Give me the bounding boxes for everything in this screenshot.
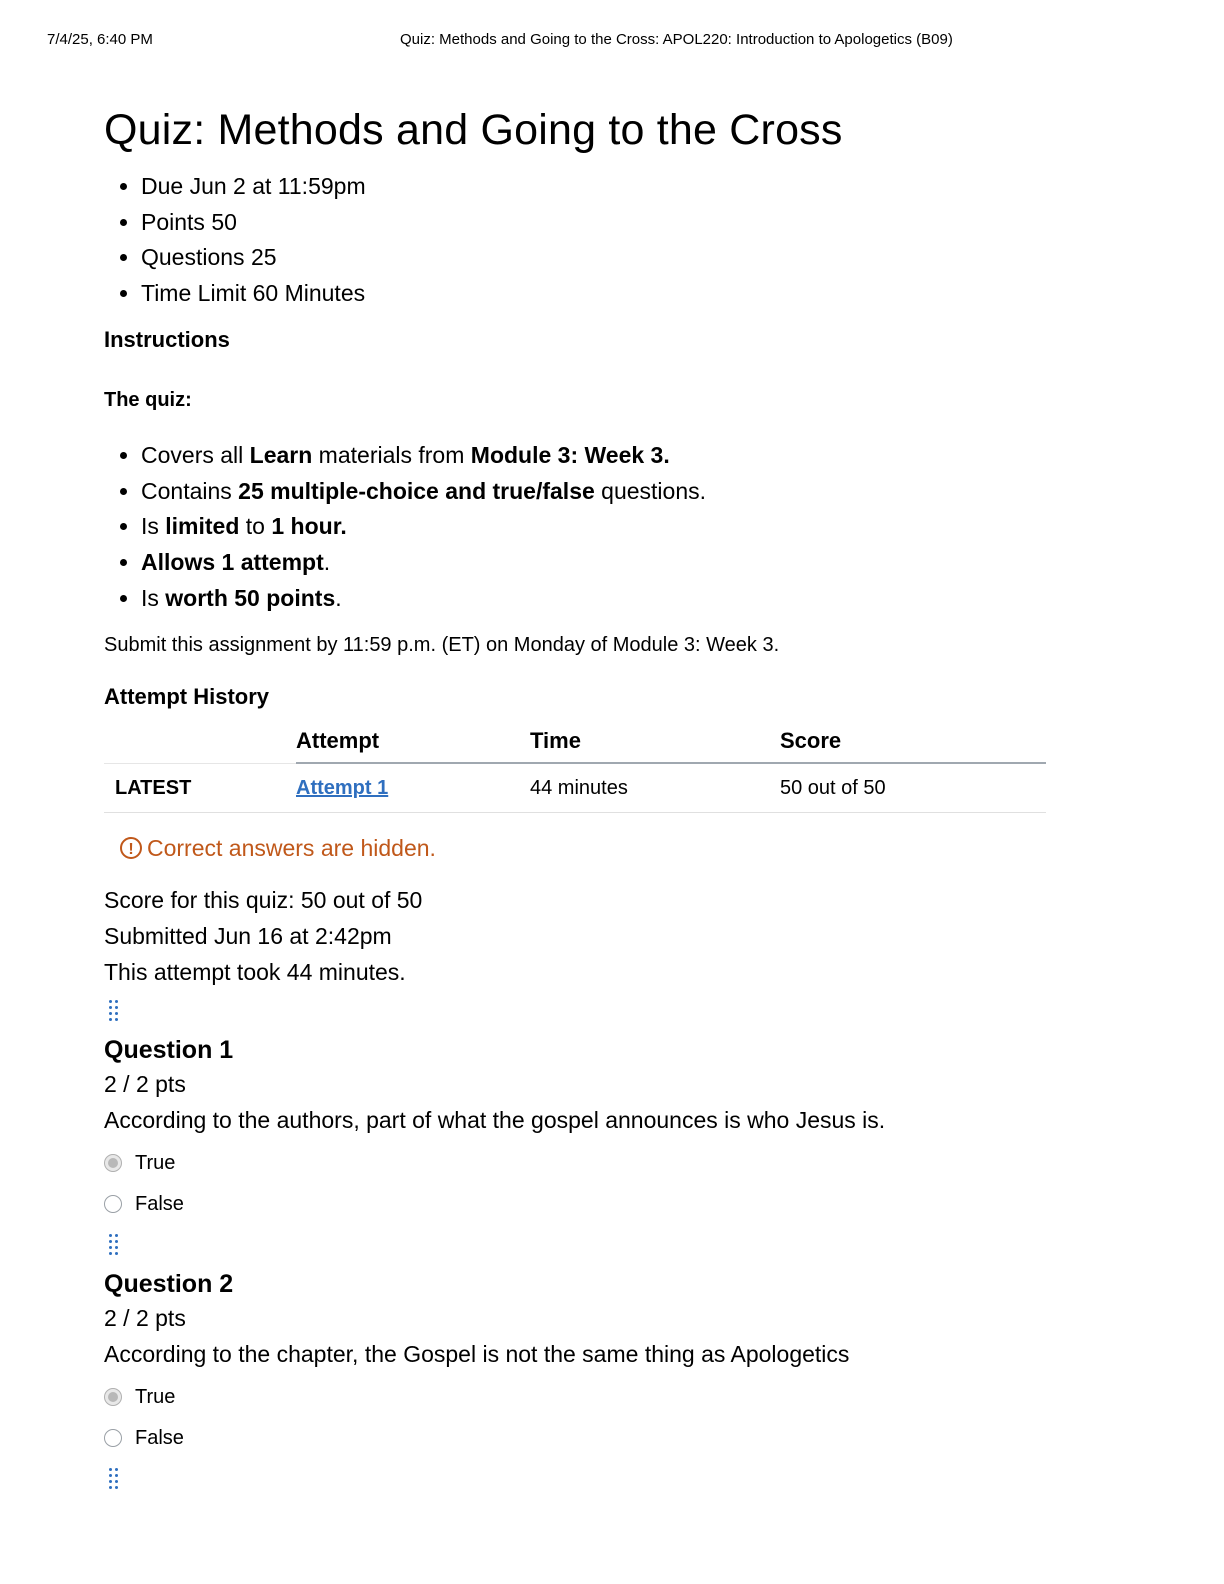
submitted-summary: Submitted Jun 16 at 2:42pm [104, 923, 392, 950]
question-1 [104, 1034, 1064, 1224]
drag-handle-icon[interactable] [106, 1466, 126, 1496]
radio-unselected-icon[interactable] [104, 1429, 122, 1447]
instruction-item [141, 545, 1064, 581]
answer-option-false[interactable] [104, 1183, 1064, 1224]
print-header [47, 31, 1177, 51]
print-title: Quiz: Methods and Going to the Cross: APOL220: Introduction to Apologetics (B09) [400, 31, 953, 48]
instructions-list [104, 438, 1064, 617]
notice-text: Correct answers are hidden. [147, 835, 436, 862]
answer-list [104, 1142, 1064, 1224]
instruction-text: Covers all [141, 441, 250, 468]
column-header-time: Time [530, 722, 780, 763]
score-cell: 50 out of 50 [780, 763, 1046, 813]
alert-circle-icon: ! [120, 837, 142, 859]
question-title: Question 2 [104, 1270, 234, 1299]
column-header-blank [104, 722, 296, 763]
instruction-item [141, 474, 1064, 510]
question-text: According to the authors, part of what the gospel announces is who Jesus is. [104, 1107, 886, 1134]
quiz-details-list [104, 169, 1064, 312]
question-2 [104, 1268, 1064, 1458]
instruction-text: 1 hour. [271, 513, 347, 540]
instruction-text: Is [141, 584, 166, 611]
score-summary: Score for this quiz: 50 out of 50 [104, 887, 423, 914]
table-header-row [104, 722, 1046, 763]
print-date: 7/4/25, 6:40 PM [47, 31, 153, 48]
instruction-text: . [323, 548, 331, 575]
table-row [104, 763, 1046, 813]
instruction-item [141, 581, 1064, 617]
question-points: 2 / 2 pts [104, 1071, 186, 1098]
column-header-attempt: Attempt [296, 722, 530, 763]
answer-option-false[interactable] [104, 1417, 1064, 1458]
duration-summary: This attempt took 44 minutes. [104, 958, 406, 985]
instruction-text: Allows 1 attempt [141, 548, 324, 575]
detail-time-limit: • Time Limit 60 Minutes [141, 276, 1064, 312]
correct-answers-hidden-notice [120, 833, 1064, 863]
column-header-score: Score [780, 722, 1046, 763]
answer-label: True [135, 1385, 176, 1408]
attempt-cell [296, 763, 530, 813]
latest-label: LATEST [104, 763, 296, 813]
question-points: 2 / 2 pts [104, 1305, 186, 1332]
answer-label: False [135, 1192, 184, 1215]
detail-points: • Points 50 [141, 205, 1064, 241]
instruction-text: Learn [249, 441, 313, 468]
question-title: Question 1 [104, 1036, 234, 1065]
instruction-text: . [335, 584, 342, 611]
time-cell: 44 minutes [530, 763, 780, 813]
attempt-history-table [104, 722, 1046, 813]
attempt-history-heading: Attempt History [104, 684, 270, 710]
answer-label: False [135, 1426, 184, 1449]
instruction-text: to [239, 513, 272, 540]
instruction-text: worth 50 points [165, 584, 336, 611]
submit-note: Submit this assignment by 11:59 p.m. (ET) on Monday of Module 3: Week 3. [104, 634, 780, 657]
radio-selected-icon[interactable] [104, 1388, 122, 1406]
answer-list [104, 1376, 1064, 1458]
instructions-heading: Instructions [104, 326, 230, 352]
answer-label: True [135, 1151, 176, 1174]
detail-due: • Due Jun 2 at 11:59pm [141, 169, 1064, 205]
quiz-summary [104, 883, 1064, 990]
drag-handle-icon[interactable] [106, 1232, 126, 1262]
answer-option-true[interactable] [104, 1142, 1064, 1183]
instruction-text: limited [165, 513, 240, 540]
question-text: According to the chapter, the Gospel is not the same thing as Apologetics [104, 1341, 850, 1368]
attempt-1-link[interactable]: Attempt 1 [296, 777, 389, 800]
instruction-text: Module 3: Week 3. [470, 441, 670, 468]
page-title: Quiz: Methods and Going to the Cross [104, 106, 843, 154]
instructions-subheading: The quiz: [104, 388, 192, 411]
instruction-text: Contains [141, 477, 239, 504]
instruction-text: questions. [594, 477, 707, 504]
instruction-item [141, 438, 1064, 474]
instruction-item [141, 509, 1064, 545]
drag-handle-icon[interactable] [106, 998, 126, 1028]
radio-selected-icon[interactable] [104, 1154, 122, 1172]
instruction-text: 25 multiple-choice and true/false [238, 477, 595, 504]
instruction-text: Is [141, 513, 166, 540]
main-content [104, 100, 1064, 1502]
detail-questions: • Questions 25 [141, 240, 1064, 276]
answer-option-true[interactable] [104, 1376, 1064, 1417]
instruction-text: materials from [312, 441, 471, 468]
radio-unselected-icon[interactable] [104, 1195, 122, 1213]
